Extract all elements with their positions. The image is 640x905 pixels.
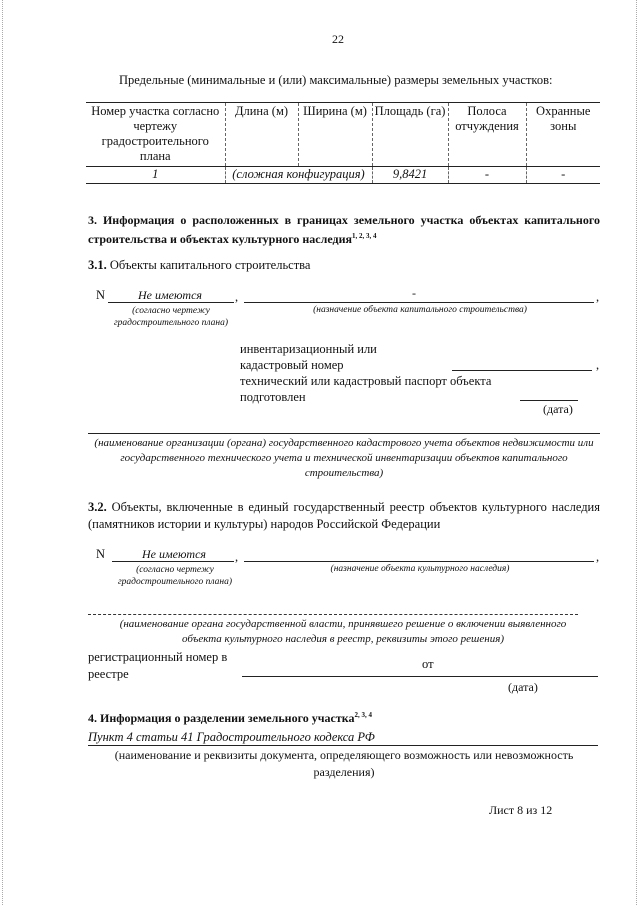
- scan-edge: [636, 0, 637, 905]
- s32-comma-end: ,: [596, 550, 600, 564]
- section-3-title: 3. Информация о расположенных в границах земельного участка объектах капитального строительства и объектах культурного наследия$^{1, 2, 3, 4}$: [88, 213, 600, 246]
- table-header-cell: Номер участка согласно чертежу градостроительного плана: [86, 103, 225, 167]
- underline: [88, 433, 600, 434]
- table-header-cell: Охранные зоны: [526, 103, 600, 167]
- s32-name-caption: (назначение объекта культурного наследия): [330, 564, 510, 574]
- underline: [108, 302, 234, 303]
- sheet-footer: Лист 8 из 12: [489, 803, 553, 817]
- section-3-2-title: 3.2. Объекты, включенные в единый государственный реестр объектов культурного наследия (памятников истории и культуры) народов Российской Федерации: [88, 500, 600, 531]
- table-caption: Предельные (минимальные и (или) максимальные) размеры земельных участков:: [119, 73, 553, 87]
- s32-n-label: N: [96, 547, 106, 561]
- underline: [112, 561, 234, 562]
- s32-org-caption: (наименование органа государственной власти, принявшего решение о включении выявленного объекта культурного наследия в реестр, реквизиты этого решения): [119, 618, 567, 645]
- page-number: 22: [332, 32, 344, 46]
- table-header-cell: Площадь (га): [372, 103, 448, 167]
- table-cell: 1: [86, 167, 225, 184]
- underline: [244, 561, 594, 562]
- s31-org-caption: (наименование организации (органа) государственного кадастрового учета объектов недвижимости или государственного технического учета и технической инвентаризации объектов капитального строительства): [94, 437, 594, 479]
- underline: [88, 745, 598, 746]
- table-header-cell: Длина (м): [225, 103, 298, 167]
- s32-comma: ,: [235, 550, 239, 564]
- s32-reg-label: регистрационный номер в реестре: [88, 650, 228, 681]
- section-4-value: Пункт 4 статьи 41 Градостроительного кодекса РФ: [88, 730, 375, 744]
- s31-comma-end: ,: [596, 290, 600, 304]
- s31-inv-label: инвентаризационный или кадастровый номер: [240, 342, 377, 372]
- underline: [88, 614, 578, 615]
- s31-n-caption: (согласно чертежу градостроительного плана): [113, 306, 229, 328]
- s31-date-caption: (дата): [543, 402, 573, 416]
- table-cell: (сложная конфигурация): [225, 167, 372, 184]
- s31-tech-label: технический или кадастровый паспорт объекта подготовлен: [240, 374, 492, 404]
- s32-from-label: от: [422, 657, 434, 671]
- table-header-cell: Полоса отчуждения: [448, 103, 526, 167]
- s31-n-label: N: [96, 288, 106, 302]
- scan-edge: [2, 0, 3, 905]
- s31-n-value: Не имеются: [137, 288, 202, 302]
- table-cell: -: [526, 167, 600, 184]
- s32-date-caption: (дата): [508, 680, 538, 694]
- underline: [244, 302, 594, 303]
- s31-inv-comma: ,: [596, 358, 600, 372]
- underline: [520, 400, 578, 401]
- table-header-cell: Ширина (м): [298, 103, 372, 167]
- s31-name-value: -: [412, 286, 416, 300]
- s32-n-caption: (согласно чертежу градостроительного плана): [117, 565, 233, 587]
- section-4-caption: (наименование и реквизиты документа, определяющего возможность или невозможность разделения): [114, 748, 574, 779]
- table-row: [86, 167, 600, 184]
- table-cell: 9,8421: [372, 167, 448, 184]
- underline: [452, 370, 592, 371]
- s31-comma: ,: [235, 290, 239, 304]
- table-cell: -: [448, 167, 526, 184]
- section-3-1-title: 3.1. Объекты капитального строительства: [88, 258, 311, 272]
- s31-name-caption: (назначение объекта капитального строительства): [313, 305, 527, 315]
- underline: [242, 676, 598, 677]
- land-plot-size-table: [86, 102, 600, 184]
- section-4-title: 4. Информация о разделении земельного участка$^{2, 3, 4}$: [88, 711, 372, 725]
- s32-n-value: Не имеются: [141, 547, 206, 561]
